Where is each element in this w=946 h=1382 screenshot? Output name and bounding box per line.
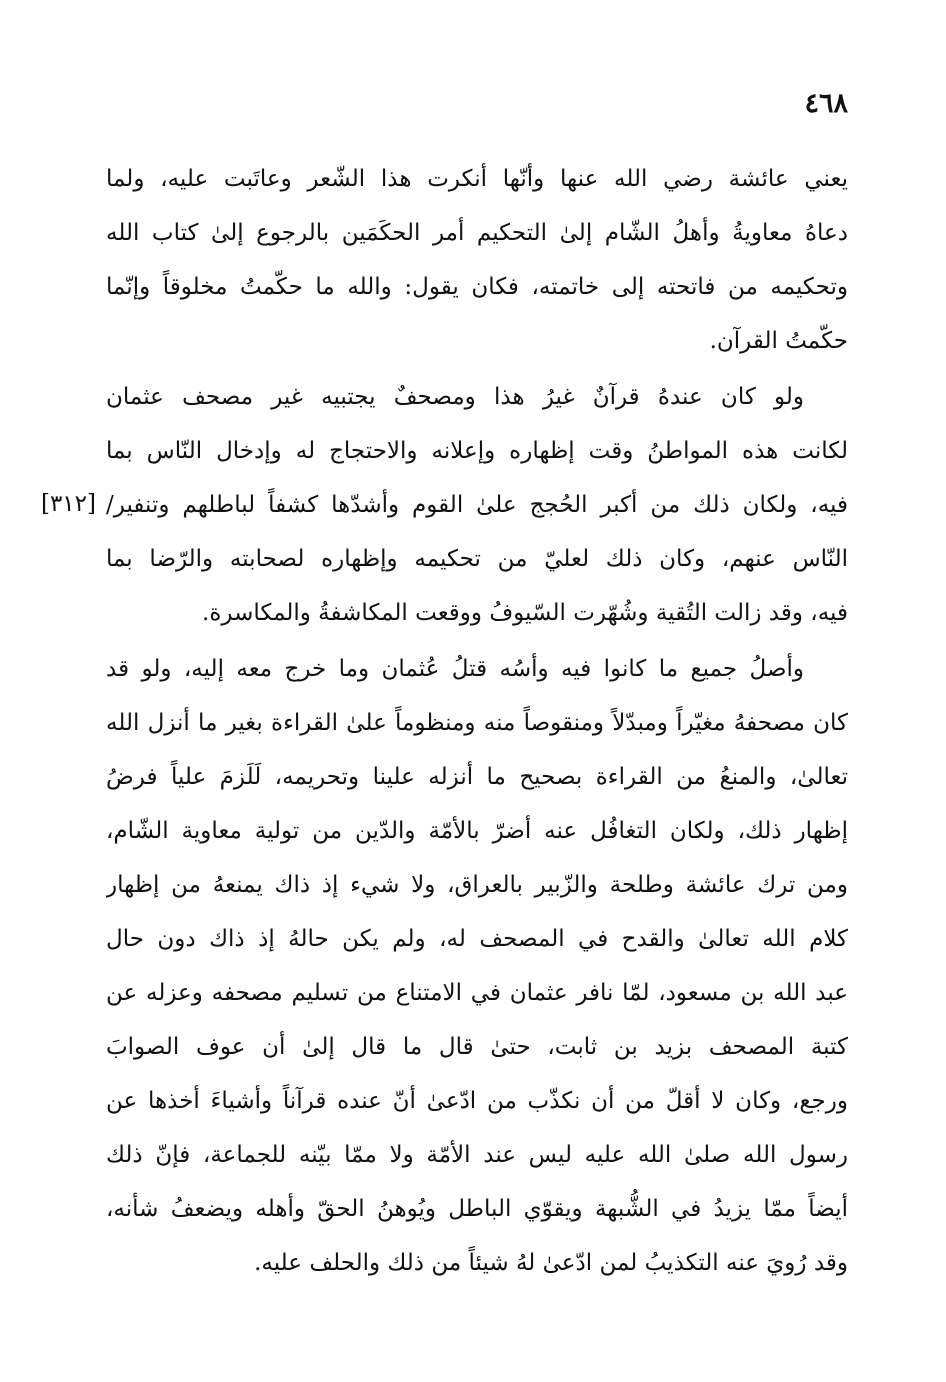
text-line: وتحكيمه من فاتحته إلى خاتمته، فكان يقول: والله ما حكّمتُ مخلوقاً وإنّما (106, 274, 848, 300)
text-line: لكانت هذه المواطنُ وقت إظهاره وإعلانه والاحتجاج له وإدخال النّاس بما (106, 438, 848, 464)
text-line: يعني عائشة رضي الله عنها وأنّها أنكرت هذا الشّعر وعاتَبت عليه، ولما (106, 166, 848, 192)
text-line: حكّمتُ القرآن. (709, 328, 848, 354)
text-line: كان مصحفهُ مغيّراً ومبدّلاً ومنقوصاً منه ومنظوماً علىٰ القراءة بغير ما أنزل الله (106, 710, 848, 736)
text-line: دعاهُ معاويةُ وأهلُ الشّام إلىٰ التحكيم أمر الحكَمَين بالرجوع إلىٰ كتاب الله (106, 220, 848, 246)
text-line: فيه، ولكان ذلك من أكبر الحُجج علىٰ القوم وأشدّها كشفاً لباطلهم وتنفير/ (106, 492, 848, 518)
text-line: إظهار ذلك، ولكان التغافُل عنه أضرّ بالأمّة والدّين من تولية معاوية الشّام، (106, 818, 848, 844)
text-line: وقد رُويَ عنه التكذيبُ لمن ادّعىٰ لهُ شيئاً من ذلك والحلف عليه. (254, 1250, 848, 1276)
text-line: رسول الله صلىٰ الله عليه ليس عند الأمّة ولا ممّا بيّنه للجماعة، فإنّ ذلك (106, 1142, 848, 1168)
paragraph-3 (106, 642, 848, 1290)
text-line: وأصلُ جميع ما كانوا فيه وأسُه قتلُ عُثمان وما خرج معه إليه، ولو قد (106, 656, 804, 682)
text-line: ومن ترك عائشة وطلحة والزّبير بالعراق، ولا شيء إذ ذاك يمنعهُ من إظهار (106, 872, 848, 898)
page-number: ٤٦٨ (804, 88, 848, 119)
paragraph-1 (106, 152, 848, 368)
text-line: أيضاً ممّا يزيدُ في الشُّبهة ويقوّي الباطل ويُوهنُ الحقّ وأهله ويضعفُ شأنه، (106, 1196, 848, 1222)
margin-reference-note: [٣١٢] (40, 491, 96, 517)
text-line: فيه، وقد زالت التُقية وشُهّرت السّيوفُ ووقعت المكاشفةُ والمكاسرة. (202, 600, 848, 626)
text-line: كتبة المصحف بزيد بن ثابت، حتىٰ قال ما قال إلىٰ أن عوف الصوابَ (106, 1034, 848, 1060)
paragraph-2 (106, 370, 848, 640)
text-line: ولو كان عندهُ قرآنٌ غيرُ هذا ومصحفٌ يجتبيه غير مصحف عثمان (106, 384, 804, 410)
text-line: ورجع، وكان لا أقلّ من أن نكذّب من ادّعىٰ أنّ عنده قرآناً وأشياءَ أخذها عن (106, 1088, 848, 1114)
text-line: عبد الله بن مسعود، لمّا نافر عثمان في الامتناع من تسليم مصحفه وعزله عن (106, 980, 848, 1006)
text-line: كلام الله تعالىٰ والقدح في المصحف له، ولم يكن حالهُ إذ ذاك دون حال (106, 926, 848, 952)
text-line: النّاس عنهم، وكان ذلك لعليّ من تحكيمه وإظهاره لصحابته والرّضا بما (106, 546, 848, 572)
text-line: تعالىٰ، والمنعُ من القراءة بصحيح ما أنزله علينا وتحريمه، لَلَزمَ علياً فرضُ (106, 764, 848, 790)
